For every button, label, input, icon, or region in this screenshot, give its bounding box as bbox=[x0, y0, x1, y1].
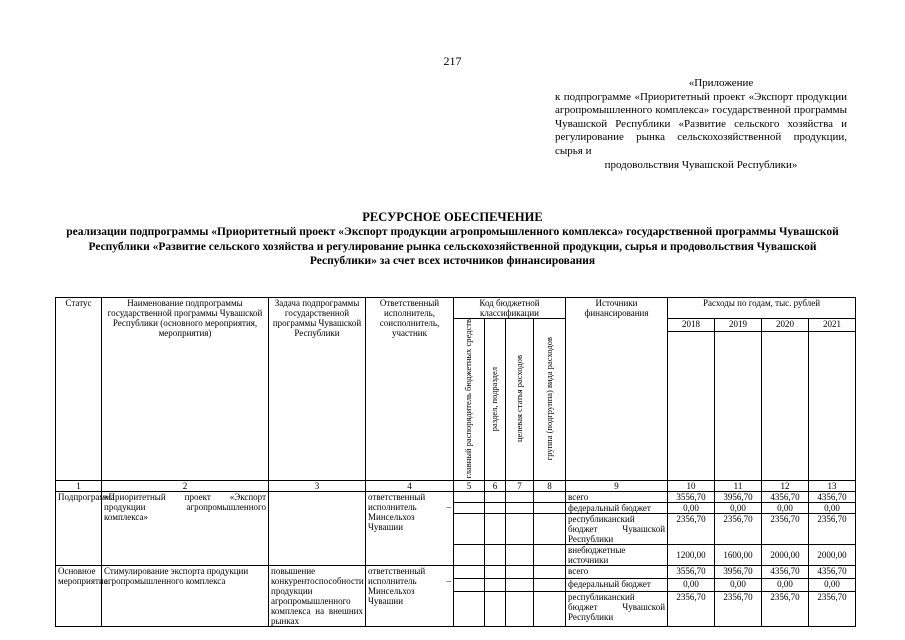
value-cell: 4356,70 bbox=[809, 566, 856, 579]
executor-cell: ответственный исполнитель – Минсельхоз Чувашии bbox=[366, 566, 454, 627]
column-number: 5 bbox=[454, 481, 485, 492]
code-cell bbox=[485, 566, 506, 579]
code-cell bbox=[534, 492, 566, 503]
header-code-target: целевая статья расходов bbox=[506, 319, 534, 481]
document-title: РЕСУРСНОЕ ОБЕСПЕЧЕНИЕ bbox=[362, 210, 543, 224]
column-number: 10 bbox=[668, 481, 715, 492]
value-cell: 0,00 bbox=[715, 503, 762, 514]
code-cell bbox=[454, 503, 485, 514]
column-numbers-row bbox=[56, 481, 856, 492]
status-cell: Подпрограмма bbox=[56, 492, 102, 566]
header-executor: Ответственный исполнитель, соисполнитель, участник bbox=[366, 298, 454, 481]
value-cell: 4356,70 bbox=[809, 492, 856, 503]
header-code: Код бюджетной классификации bbox=[454, 298, 566, 319]
column-number: 4 bbox=[366, 481, 454, 492]
page-number: 217 bbox=[443, 54, 462, 68]
header-status: Статус bbox=[56, 298, 102, 481]
code-cell bbox=[454, 579, 485, 592]
code-cell bbox=[485, 591, 506, 627]
value-cell: 2356,70 bbox=[809, 591, 856, 627]
executor-cell: ответственный исполнитель – Минсельхоз Чувашии bbox=[366, 492, 454, 566]
value-cell: 0,00 bbox=[762, 579, 809, 592]
code-cell bbox=[534, 514, 566, 545]
header-expenses: Расходы по годам, тыс. рублей bbox=[668, 298, 856, 319]
code-cell bbox=[506, 591, 534, 627]
column-number: 2 bbox=[102, 481, 269, 492]
code-cell bbox=[454, 566, 485, 579]
code-cell bbox=[534, 566, 566, 579]
code-cell bbox=[485, 492, 506, 503]
code-cell bbox=[485, 503, 506, 514]
code-cell bbox=[506, 492, 534, 503]
code-cell bbox=[454, 514, 485, 545]
header-year: 2018 bbox=[668, 319, 715, 332]
appendix-text-end: продовольствия Чувашской Республики» bbox=[604, 158, 798, 171]
status-cell: Основное мероприятие bbox=[56, 566, 102, 627]
column-number: 7 bbox=[506, 481, 534, 492]
value-cell: 3556,70 bbox=[668, 492, 715, 503]
table-row bbox=[56, 566, 856, 579]
code-cell bbox=[506, 579, 534, 592]
source-cell: федеральный бюджет bbox=[566, 503, 668, 514]
code-cell bbox=[534, 591, 566, 627]
table-row bbox=[56, 492, 856, 503]
header-code-group: группа (подгруппа) вида расходов bbox=[534, 319, 566, 481]
value-cell: 4356,70 bbox=[762, 566, 809, 579]
header-year: 2019 bbox=[715, 319, 762, 332]
appendix-text: к подпрограмме «Приоритетный проект «Экспорт продукции агропромышленного комплекса» государственной программы Чувашской Республики «Развитие сельского хозяйства и регулирование рынка сельскохозяйственной продукции, сырья и bbox=[555, 90, 847, 157]
value-cell: 2000,00 bbox=[809, 545, 856, 566]
code-cell bbox=[454, 545, 485, 566]
code-cell bbox=[506, 566, 534, 579]
column-number: 13 bbox=[809, 481, 856, 492]
source-cell: внебюджетные источники bbox=[566, 545, 668, 566]
code-cell bbox=[485, 579, 506, 592]
source-cell: федеральный бюджет bbox=[566, 579, 668, 592]
task-cell bbox=[269, 492, 366, 566]
header-year: 2021 bbox=[809, 319, 856, 332]
header-year-blank bbox=[668, 332, 715, 481]
header-year-blank bbox=[809, 332, 856, 481]
column-number: 6 bbox=[485, 481, 506, 492]
code-cell bbox=[485, 514, 506, 545]
value-cell: 2356,70 bbox=[762, 591, 809, 627]
value-cell: 3956,70 bbox=[715, 566, 762, 579]
column-number: 8 bbox=[534, 481, 566, 492]
code-cell bbox=[534, 545, 566, 566]
header-year-blank bbox=[762, 332, 809, 481]
appendix-heading: «Приложение bbox=[688, 77, 754, 89]
code-cell bbox=[454, 492, 485, 503]
code-cell bbox=[506, 514, 534, 545]
code-cell bbox=[506, 545, 534, 566]
value-cell: 2356,70 bbox=[715, 591, 762, 627]
value-cell: 0,00 bbox=[809, 503, 856, 514]
value-cell: 2356,70 bbox=[715, 514, 762, 545]
value-cell: 0,00 bbox=[668, 579, 715, 592]
name-cell: Стимулирование экспорта продукции агропромышленного комплекса bbox=[102, 566, 269, 627]
value-cell: 2000,00 bbox=[762, 545, 809, 566]
value-cell: 1200,00 bbox=[668, 545, 715, 566]
source-cell: всего bbox=[566, 492, 668, 503]
source-cell: всего bbox=[566, 566, 668, 579]
name-cell: «Приоритетный проект «Экспорт продукции агропромышленного комплекса» bbox=[102, 492, 269, 566]
code-cell bbox=[485, 545, 506, 566]
value-cell: 4356,70 bbox=[762, 492, 809, 503]
value-cell: 2356,70 bbox=[668, 591, 715, 627]
resource-table bbox=[55, 297, 856, 627]
value-cell: 0,00 bbox=[668, 503, 715, 514]
source-cell: республиканский бюджет Чувашской Республики bbox=[566, 591, 668, 627]
value-cell: 3556,70 bbox=[668, 566, 715, 579]
header-code-section: раздел, подраздел bbox=[485, 319, 506, 481]
task-cell: повышение конкурентоспособности продукции агропромышленного комплекса на внешних рынках bbox=[269, 566, 366, 627]
header-year-blank bbox=[715, 332, 762, 481]
value-cell: 3956,70 bbox=[715, 492, 762, 503]
code-cell bbox=[454, 591, 485, 627]
value-cell: 2356,70 bbox=[668, 514, 715, 545]
value-cell: 1600,00 bbox=[715, 545, 762, 566]
value-cell: 0,00 bbox=[809, 579, 856, 592]
value-cell: 2356,70 bbox=[809, 514, 856, 545]
document-subtitle: реализации подпрограммы «Приоритетный проект «Экспорт продукции агропромышленного комплекса» государственной программы Чувашской Республики «Развитие сельского хозяйства и регулирование рынка сельскохозяйственной продукции, сырья и продовольствия Чувашской Республики» за счет всех источников финансирования bbox=[66, 226, 839, 267]
header-year: 2020 bbox=[762, 319, 809, 332]
value-cell: 0,00 bbox=[715, 579, 762, 592]
code-cell bbox=[506, 503, 534, 514]
code-cell bbox=[534, 503, 566, 514]
appendix-note bbox=[555, 77, 847, 172]
column-number: 9 bbox=[566, 481, 668, 492]
code-cell bbox=[534, 579, 566, 592]
value-cell: 0,00 bbox=[762, 503, 809, 514]
header-name: Наименование подпрограммы государственной программы Чувашской Республики (основного мероприятия, мероприятия) bbox=[102, 298, 269, 481]
header-task: Задача подпрограммы государственной программы Чувашской Республики bbox=[269, 298, 366, 481]
header-sources: Источники финансирования bbox=[566, 298, 668, 481]
column-number: 3 bbox=[269, 481, 366, 492]
source-cell: республиканский бюджет Чувашской Республики bbox=[566, 514, 668, 545]
value-cell: 2356,70 bbox=[762, 514, 809, 545]
column-number: 12 bbox=[762, 481, 809, 492]
column-number: 1 bbox=[56, 481, 102, 492]
column-number: 11 bbox=[715, 481, 762, 492]
header-code-grbs: главный распорядитель бюджетных средств bbox=[454, 319, 485, 481]
